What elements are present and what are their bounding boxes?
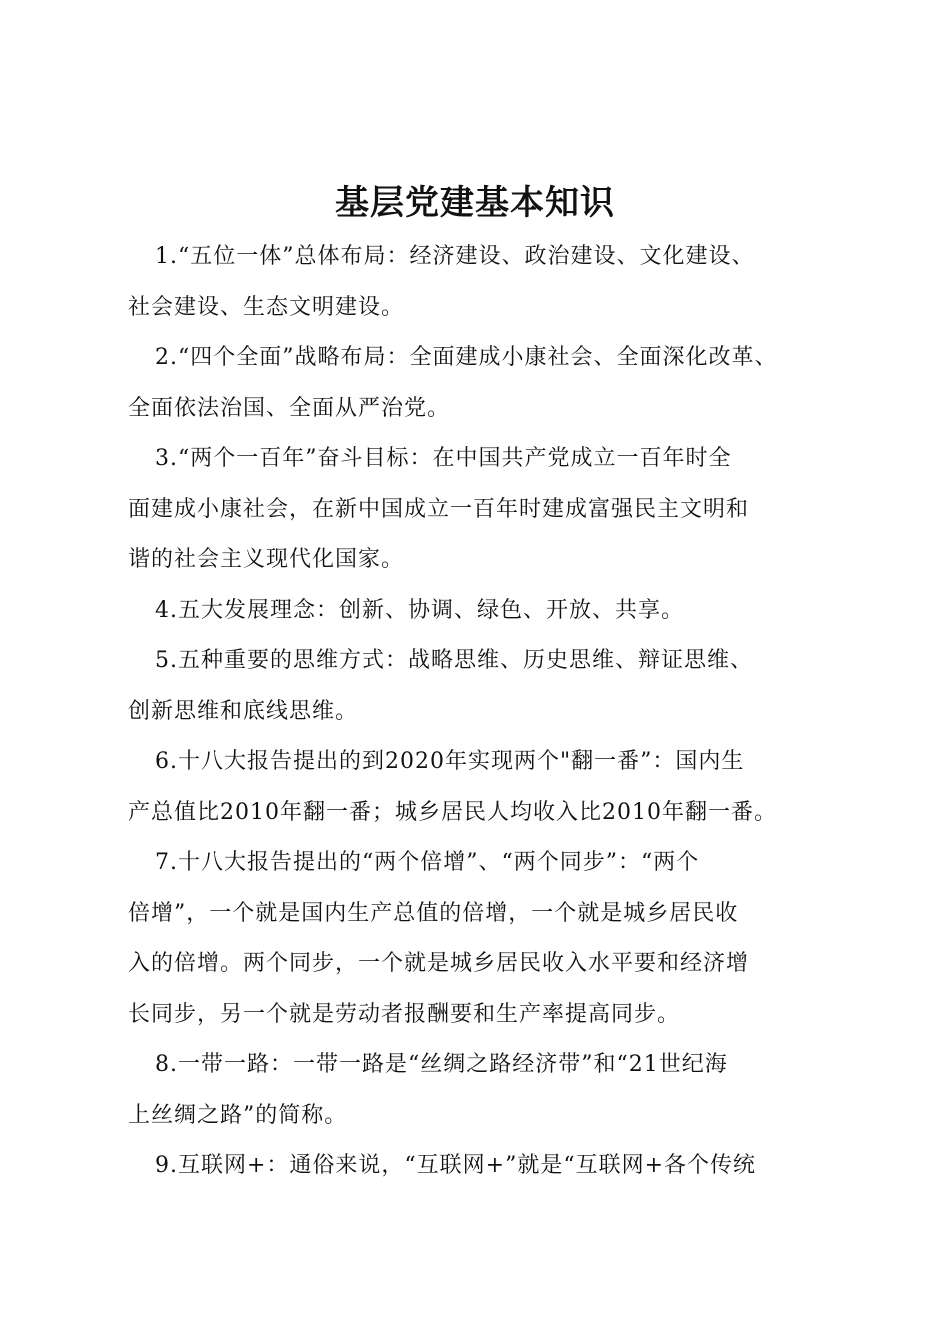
paragraph-line: 7.十八大报告提出的“两个倍增”、“两个同步”：“两个 xyxy=(155,850,700,875)
paragraph-line: 2.“四个全面”战略布局：全面建成小康社会、全面深化改革、 xyxy=(155,345,778,370)
list-item xyxy=(128,842,828,1044)
list-item xyxy=(128,236,828,337)
paragraph-line: 谐的社会主义现代化国家。 xyxy=(128,547,405,572)
paragraph-line: 4.五大发展理念：创新、协调、绿色、开放、共享。 xyxy=(155,597,684,623)
paragraph-line: 5.五种重要的思维方式：战略思维、历史思维、辩证思维、 xyxy=(155,648,753,673)
list-item xyxy=(128,741,828,842)
paragraph-line: 全面依法治国、全面从严治党。 xyxy=(128,395,451,421)
paragraph-line: 产总值比2010年翻一番；城乡居民人均收入比2010年翻一番。 xyxy=(128,799,777,825)
paragraph-line: 3.“两个一百年”奋斗目标：在中国共产党成立一百年时全 xyxy=(155,446,732,471)
list-item xyxy=(128,438,828,590)
paragraph-line: 创新思维和底线思维。 xyxy=(128,698,359,724)
paragraph-line: 1.“五位一体”总体布局：经济建设、政治建设、文化建设、 xyxy=(155,244,755,269)
list-item xyxy=(128,590,828,641)
paragraph-line: 9.互联网+：通俗来说，“互联网+”就是“互联网+各个传统 xyxy=(155,1153,757,1178)
paragraph-line: 6.十八大报告提出的到2020年实现两个"翻一番”：国内生 xyxy=(155,749,745,774)
paragraph-line: 社会建设、生态文明建设。 xyxy=(128,294,405,320)
list-item xyxy=(128,1044,828,1145)
paragraph-line: 上丝绸之路”的简称。 xyxy=(128,1102,348,1128)
paragraph-line: 倍增”，一个就是国内生产总值的倍增，一个就是城乡居民收 xyxy=(128,900,739,926)
document-body xyxy=(128,236,828,1196)
list-item xyxy=(128,337,828,438)
list-item xyxy=(128,640,828,741)
paragraph-line: 入的倍增。两个同步，一个就是城乡居民收入水平要和经济增 xyxy=(128,951,750,976)
document-title: 基层党建基本知识 xyxy=(335,183,615,223)
paragraph-line: 长同步，另一个就是劳动者报酬要和生产率提高同步。 xyxy=(128,1001,681,1027)
paragraph-line: 面建成小康社会，在新中国成立一百年时建成富强民主文明和 xyxy=(128,496,750,522)
list-item xyxy=(128,1145,828,1196)
paragraph-line: 8.一带一路：一带一路是“丝绸之路经济带”和“21世纪海 xyxy=(155,1052,728,1077)
